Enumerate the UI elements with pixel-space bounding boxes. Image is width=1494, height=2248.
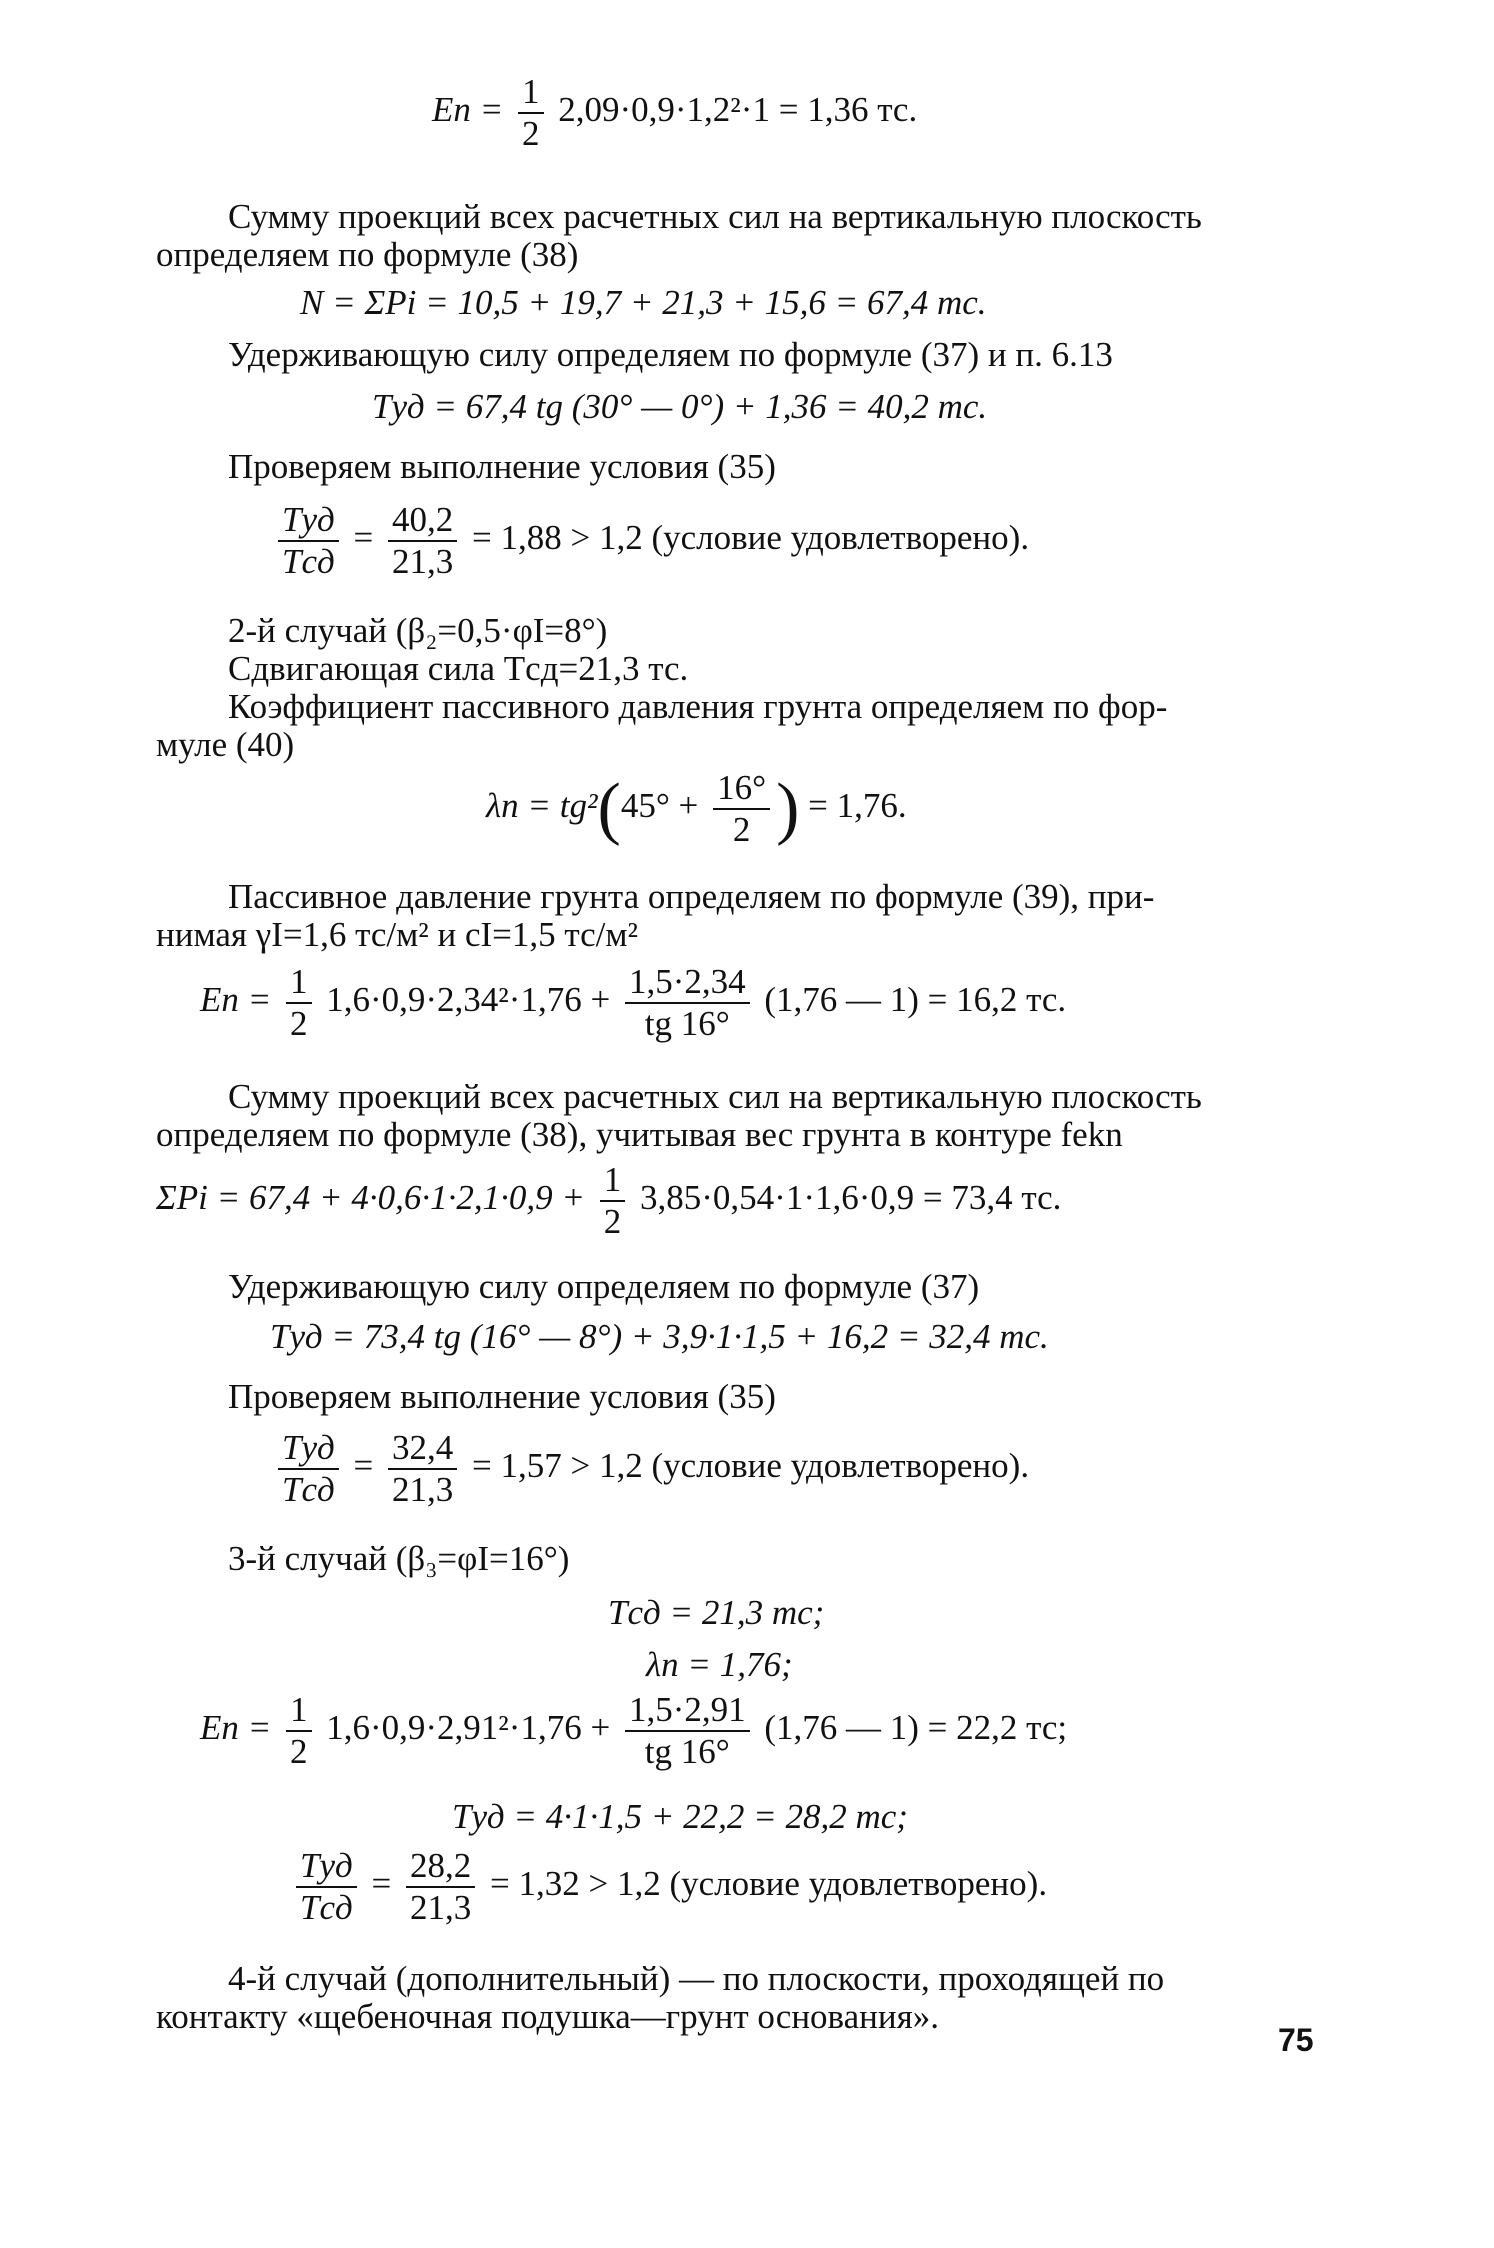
numerator: 16° bbox=[713, 768, 770, 810]
numerator: 40,2 bbox=[388, 500, 457, 542]
denominator: 2 bbox=[732, 810, 751, 849]
paragraph-line: Удерживающую силу определяем по формуле (37) и п. 6.13 bbox=[228, 335, 1113, 374]
denominator: 21,3 bbox=[391, 542, 454, 581]
equation-passive-coefficient-2: λп = 1,76; bbox=[646, 1645, 793, 1684]
paragraph-line: Коэффициент пассивного давления грунта определяем по фор- bbox=[228, 687, 1168, 726]
fraction bbox=[600, 1160, 626, 1242]
fraction bbox=[713, 768, 770, 850]
denominator: 2 bbox=[522, 114, 540, 153]
numerator: Tуд bbox=[296, 1846, 357, 1888]
fraction bbox=[286, 1690, 312, 1772]
equation-sum-projections-2 bbox=[156, 1160, 1061, 1242]
equation-holding-force-2: Tуд = 73,4 tg (16° — 8°) + 3,9·1·1,5 + 16,2 = 32,4 тс. bbox=[270, 1317, 1049, 1356]
eq-lhs: Eп = bbox=[432, 90, 504, 130]
equation-passive-pressure-3 bbox=[200, 1690, 1067, 1772]
paragraph-line: Удерживающую силу определяем по формуле (37) bbox=[228, 1267, 980, 1306]
paragraph-line: Сумму проекций всех расчетных сил на вертикальную плоскость bbox=[228, 197, 1202, 236]
denominator: 2 bbox=[290, 1732, 308, 1771]
paragraph-line: 2-й случай (β₂=0,5·φI=8°) bbox=[228, 611, 608, 650]
numerator: Tуд bbox=[278, 500, 339, 542]
fraction bbox=[278, 1428, 339, 1510]
eq-rhs: = 1,76. bbox=[808, 786, 907, 826]
numerator: 1,5·2,91 bbox=[625, 1690, 750, 1732]
equation-holding-force-3: Tуд = 4·1·1,5 + 22,2 = 28,2 тс; bbox=[452, 1797, 908, 1836]
numerator: 1,5·2,34 bbox=[625, 962, 750, 1004]
eq-lhs: Eп = bbox=[200, 1708, 272, 1748]
fraction bbox=[625, 962, 750, 1044]
fraction bbox=[278, 500, 339, 582]
equation-passive-pressure-1 bbox=[432, 72, 917, 154]
equation-condition-check-3 bbox=[290, 1846, 1047, 1928]
paragraph-line: Проверяем выполнение условия (35) bbox=[228, 447, 776, 486]
paragraph-line: Сумму проекций всех расчетных сил на вертикальную плоскость bbox=[228, 1077, 1202, 1116]
page-number: 75 bbox=[1278, 2022, 1314, 2058]
equation-sum-projections: N = ΣPi = 10,5 + 19,7 + 21,3 + 15,6 = 67,4 тс. bbox=[300, 283, 987, 322]
paragraph-line: определяем по формуле (38), учитывая вес грунта в контуре fekn bbox=[156, 1115, 1123, 1154]
eq-lhs: Eп = bbox=[200, 980, 272, 1020]
fraction bbox=[406, 1846, 475, 1928]
paragraph-line: нимая γI=1,6 тс/м² и cI=1,5 тс/м² bbox=[156, 915, 639, 954]
left-paren: ( bbox=[597, 770, 621, 847]
denominator: 21,3 bbox=[409, 1888, 472, 1927]
paragraph-line: Пассивное давление грунта определяем по формуле (39), при- bbox=[228, 877, 1155, 916]
denominator: tg 16° bbox=[644, 1004, 730, 1043]
denominator: Tсд bbox=[300, 1888, 353, 1927]
numerator: Tуд bbox=[278, 1428, 339, 1470]
eq-rhs: = 1,88 > 1,2 (условие удовлетворено). bbox=[471, 518, 1030, 558]
paragraph-line: определяем по формуле (38) bbox=[156, 235, 579, 274]
equation-condition-check-2 bbox=[272, 1428, 1029, 1510]
paragraph-line: 3-й случай (β₃=φI=16°) bbox=[228, 1539, 570, 1578]
numerator: 1 bbox=[286, 962, 312, 1004]
denominator: Tсд bbox=[282, 1470, 335, 1509]
eq-rhs: = 1,57 > 1,2 (условие удовлетворено). bbox=[471, 1446, 1030, 1486]
eq-rhs: (1,76 — 1) = 22,2 тс; bbox=[764, 1708, 1068, 1748]
equation-holding-force: Tуд = 67,4 tg (30° — 0°) + 1,36 = 40,2 тс. bbox=[372, 387, 988, 426]
fraction bbox=[388, 500, 457, 582]
paragraph-line: 4-й случай (дополнительный) — по плоскости, проходящей по bbox=[228, 1959, 1165, 1998]
equals-sign: = bbox=[353, 518, 374, 558]
eq-middle: 1,6·0,9·2,91²·1,76 + bbox=[326, 1708, 611, 1748]
fraction bbox=[296, 1846, 357, 1928]
paragraph-line: Проверяем выполнение условия (35) bbox=[228, 1377, 776, 1416]
equation-passive-coefficient bbox=[486, 768, 907, 850]
numerator: 1 bbox=[286, 1690, 312, 1732]
denominator: Tсд bbox=[282, 542, 335, 581]
equation-shear-force: Tсд = 21,3 тс; bbox=[608, 1593, 825, 1632]
denominator: 21,3 bbox=[391, 1470, 454, 1509]
denominator: 2 bbox=[603, 1202, 622, 1241]
fraction bbox=[625, 1690, 750, 1772]
eq-lhs: ΣPi = 67,4 + 4·0,6·1·2,1·0,9 + bbox=[156, 1178, 586, 1218]
eq-lhs: λп = tg² bbox=[486, 786, 598, 826]
numerator: 28,2 bbox=[406, 1846, 475, 1888]
eq-rhs: 2,09·0,9·1,2²·1 = 1,36 тс. bbox=[558, 90, 918, 130]
equals-sign: = bbox=[353, 1446, 374, 1486]
paragraph-line: контакту «щебеночная подушка—грунт основания». bbox=[156, 1997, 939, 2036]
denominator: tg 16° bbox=[644, 1732, 730, 1771]
paragraph-line: Сдвигающая сила Tсд=21,3 тс. bbox=[228, 649, 689, 688]
numerator: 1 bbox=[600, 1160, 626, 1202]
fraction bbox=[388, 1428, 457, 1510]
equation-passive-pressure-2 bbox=[200, 962, 1066, 1044]
eq-rhs: 3,85·0,54·1·1,6·0,9 = 73,4 тс. bbox=[640, 1178, 1062, 1218]
right-paren: ) bbox=[776, 770, 800, 847]
fraction bbox=[518, 72, 544, 154]
numerator: 1 bbox=[518, 72, 544, 114]
denominator: 2 bbox=[290, 1004, 308, 1043]
paragraph-line: муле (40) bbox=[156, 725, 295, 764]
equals-sign: = bbox=[371, 1864, 392, 1904]
fraction bbox=[286, 962, 312, 1044]
equation-condition-check-1 bbox=[272, 500, 1029, 582]
eq-rhs: = 1,32 > 1,2 (условие удовлетворено). bbox=[489, 1864, 1048, 1904]
eq-middle: 1,6·0,9·2,34²·1,76 + bbox=[326, 980, 611, 1020]
numerator: 32,4 bbox=[388, 1428, 457, 1470]
eq-inner: 45° + bbox=[620, 786, 699, 826]
eq-rhs: (1,76 — 1) = 16,2 тс. bbox=[764, 980, 1067, 1020]
